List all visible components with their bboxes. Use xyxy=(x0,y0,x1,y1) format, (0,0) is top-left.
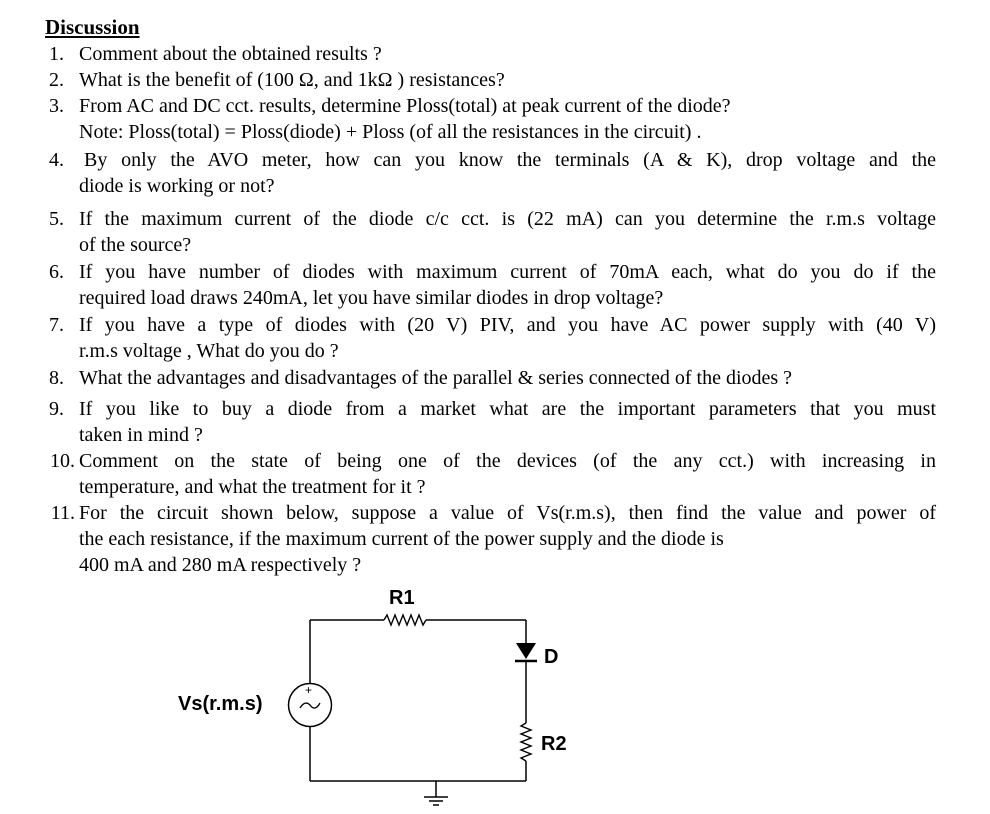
question-text xyxy=(79,147,936,199)
question-number: 7. xyxy=(49,314,64,336)
question-text xyxy=(79,259,936,311)
question-number: 9. xyxy=(49,398,64,420)
question-number: 6. xyxy=(49,261,64,283)
discussion-heading: Discussion xyxy=(45,15,140,39)
question-line: What is the benefit of (100 Ω, and 1kΩ ) resistances? xyxy=(79,69,505,91)
question-line: Note: Ploss(total) = Ploss(diode) + Ploss (of all the resistances in the circuit) . xyxy=(79,121,702,143)
question-line: r.m.s voltage , What do you do ? xyxy=(79,340,339,362)
resistor-r2 xyxy=(521,723,531,761)
question-text xyxy=(79,312,936,364)
question-text xyxy=(79,365,936,391)
ground-symbol xyxy=(424,797,448,805)
question-line: If the maximum current of the diode c/c cct. is (22 mA) can you determine the r.m.s voltage xyxy=(79,208,936,230)
question-number: 3. xyxy=(49,95,64,117)
question-text xyxy=(79,396,936,448)
question-number: 2. xyxy=(49,69,64,91)
source-plus: + xyxy=(305,683,313,697)
question-line: If you have number of diodes with maximum current of 70mA each, what do you do if the xyxy=(79,261,936,283)
question-line: 400 mA and 280 mA respectively ? xyxy=(79,554,362,576)
question-line: Comment on the state of being one of the devices (of the any cct.) with increasing in xyxy=(79,450,936,472)
question-text xyxy=(79,93,936,145)
circuit-diagram xyxy=(170,578,600,814)
source-label: Vs(r.m.s) xyxy=(178,693,263,715)
question-line: taken in mind ? xyxy=(79,424,203,446)
question-line: required load draws 240mA, let you have similar diodes in drop voltage? xyxy=(79,287,664,309)
question-number: 5. xyxy=(49,208,64,230)
question-text xyxy=(79,67,936,93)
resistor-r1 xyxy=(384,615,426,625)
question-text xyxy=(79,500,936,578)
question-number: 4. xyxy=(49,149,64,171)
question-line: From AC and DC cct. results, determine Ploss(total) at peak current of the diode? xyxy=(79,95,731,117)
question-line: If you have a type of diodes with (20 V) PIV, and you have AC power supply with (40 V) xyxy=(79,314,936,336)
question-text xyxy=(79,448,936,500)
question-line: What the advantages and disadvantages of the parallel & series connected of the diodes ? xyxy=(79,367,793,389)
question-text xyxy=(79,41,936,67)
question-line: the each resistance, if the maximum current of the power supply and the diode is xyxy=(79,528,724,550)
question-line: If you like to buy a diode from a market what are the important parameters that you must xyxy=(79,398,936,420)
question-line: Comment about the obtained results ? xyxy=(79,43,382,65)
question-number: 8. xyxy=(49,367,64,389)
question-line: of the source? xyxy=(79,234,192,256)
r2-label: R2 xyxy=(541,733,567,755)
question-number: 11. xyxy=(50,502,75,524)
question-number: 1. xyxy=(49,43,64,65)
question-line: diode is working or not? xyxy=(79,175,275,197)
question-line: temperature, and what the treatment for it ? xyxy=(79,476,426,498)
diode-d xyxy=(515,643,537,661)
question-line: For the circuit shown below, suppose a value of Vs(r.m.s), then find the value and power of xyxy=(79,502,936,524)
r1-label: R1 xyxy=(389,587,415,609)
diode-label: D xyxy=(544,646,559,668)
question-number: 10. xyxy=(50,450,75,472)
question-line: By only the AVO meter, how can you know the terminals (A & K), drop voltage and the xyxy=(84,149,936,171)
question-text xyxy=(79,206,936,258)
